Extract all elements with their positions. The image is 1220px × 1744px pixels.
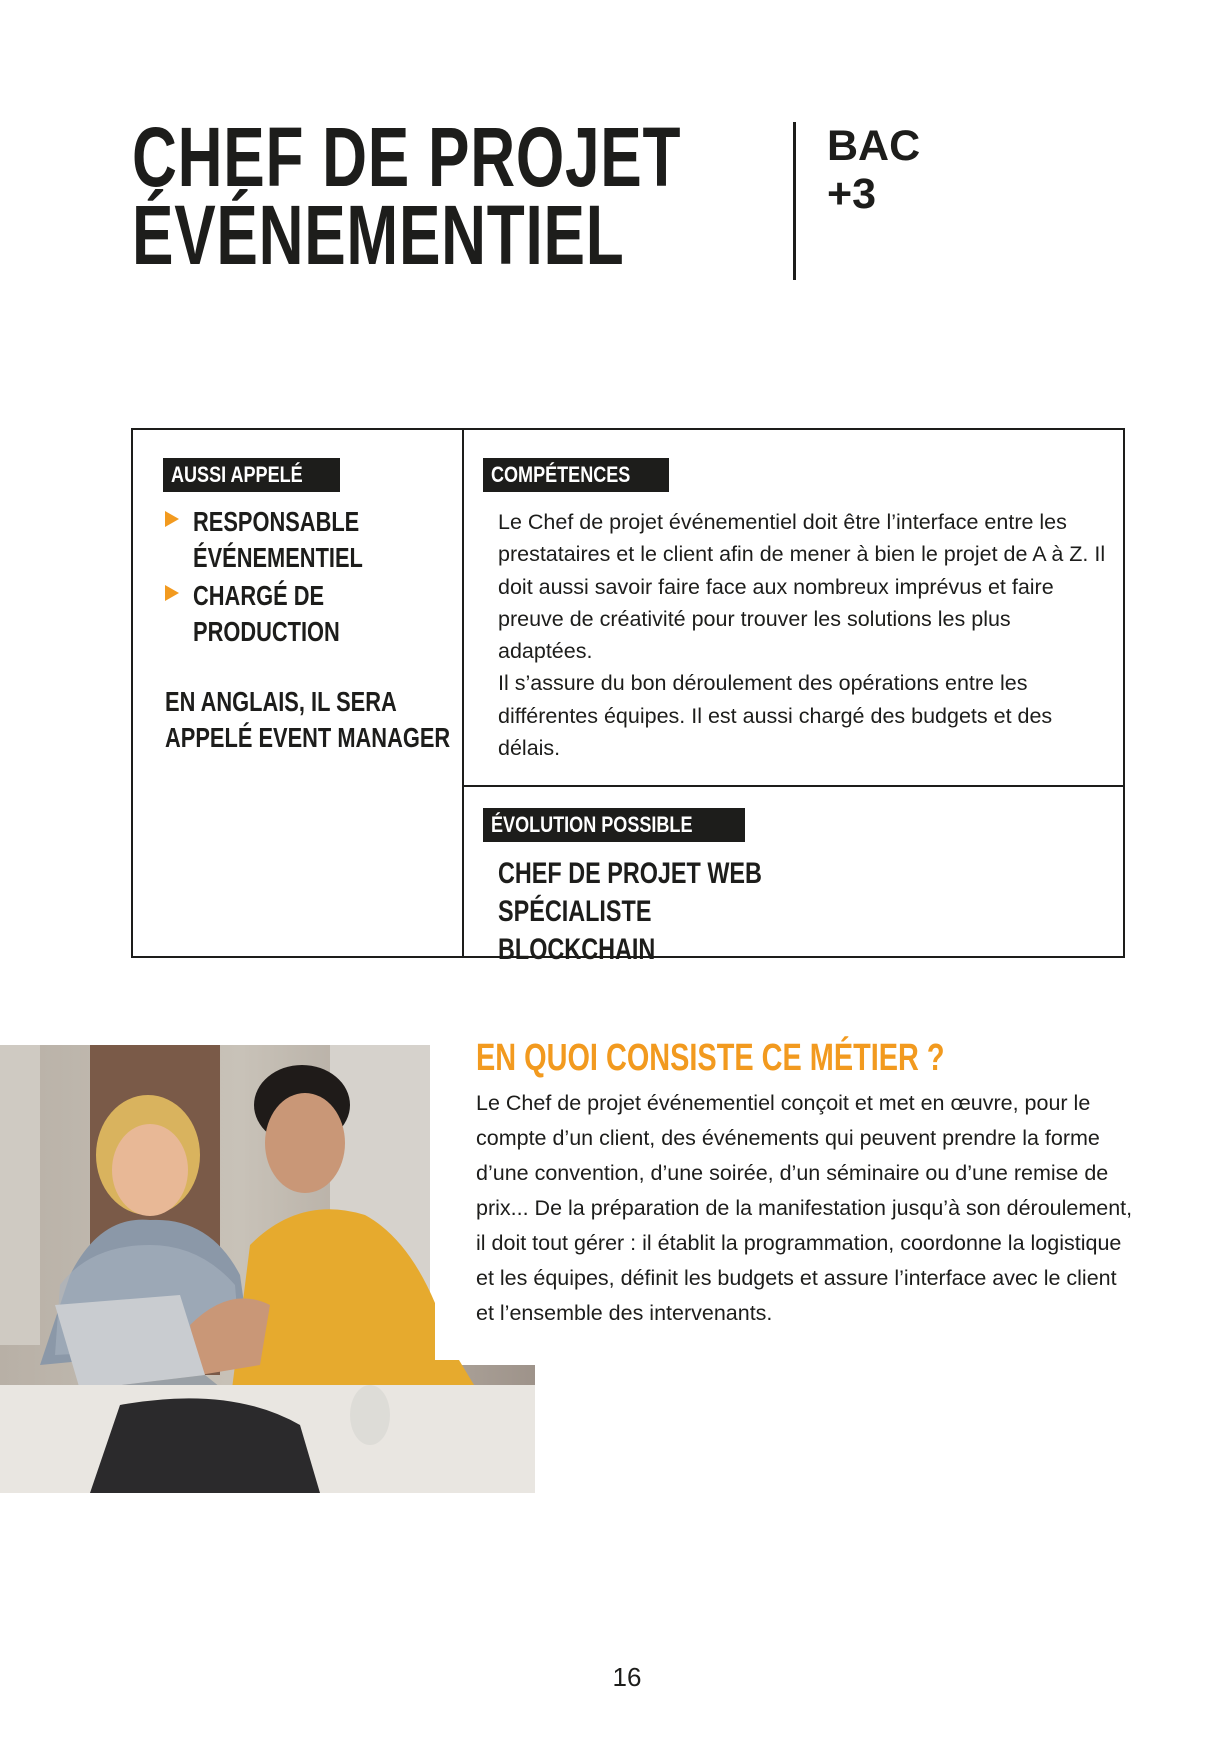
alias-list [163,504,433,652]
evolution-list: CHEF DE PROJET WEB SPÉCIALISTE BLOCKCHAIN [498,857,762,966]
evolution-tag: ÉVOLUTION POSSIBLE [483,808,745,842]
title-divider [793,122,796,280]
level-line-2: +3 [827,170,877,218]
row-divider [464,785,1123,787]
page-number: 16 [612,1662,642,1692]
education-level [827,122,920,218]
page-title [132,110,682,282]
competences-paragraph-1: Le Chef de projet événementiel doit être l’interface entre les prestataires et le client afin de mener à bien le projet de A à Z. Il doit aussi savoir faire face aux nombreux imprévus et faire preuve de créativité pour trouver les solutions les plus adaptées. [498,510,1106,664]
section-body: Le Chef de projet événementiel conçoit et met en œuvre, pour le compte d’un client, des événements qui peuvent prendre la forme d’une convention, d’une soirée, d’un séminaire ou d’une remise de prix... De la préparation de la manifestation jusqu’à son déroulement, il doit tout gérer : il établit la programmation, coordonne la logistique et les équipes, définit les budgets et assure l’interface avec le client et l’ensemble des intervenants. [476,1091,1133,1325]
arrow-bullet-icon [165,585,179,601]
section-title: EN QUOI CONSISTE CE MÉTIER ? [476,1037,945,1079]
competences-paragraph-2: Il s’assure du bon déroulement des opérations entre les différentes équipes. Il est aussi chargé des budgets et des délais. [498,671,1053,761]
list-item [163,504,433,576]
title-line-1: CHEF DE PROJET [132,110,682,204]
arrow-bullet-icon [165,511,179,527]
level-line-1: BAC [827,122,921,170]
aussi-appele-tag: AUSSI APPELÉ [163,458,340,492]
alias-text: RESPONSABLE ÉVÉNEMENTIEL [193,506,363,573]
alias-text: CHARGÉ DE PRODUCTION [193,580,340,647]
office-meeting-photo [0,1045,535,1493]
competences-text [498,506,1108,764]
info-box [131,428,1125,966]
english-note: EN ANGLAIS, IL SERA APPELÉ EVENT MANAGER [165,686,451,753]
title-line-2: ÉVÉNEMENTIEL [132,188,625,282]
list-item [163,578,433,650]
competences-tag: COMPÉTENCES [483,458,669,492]
